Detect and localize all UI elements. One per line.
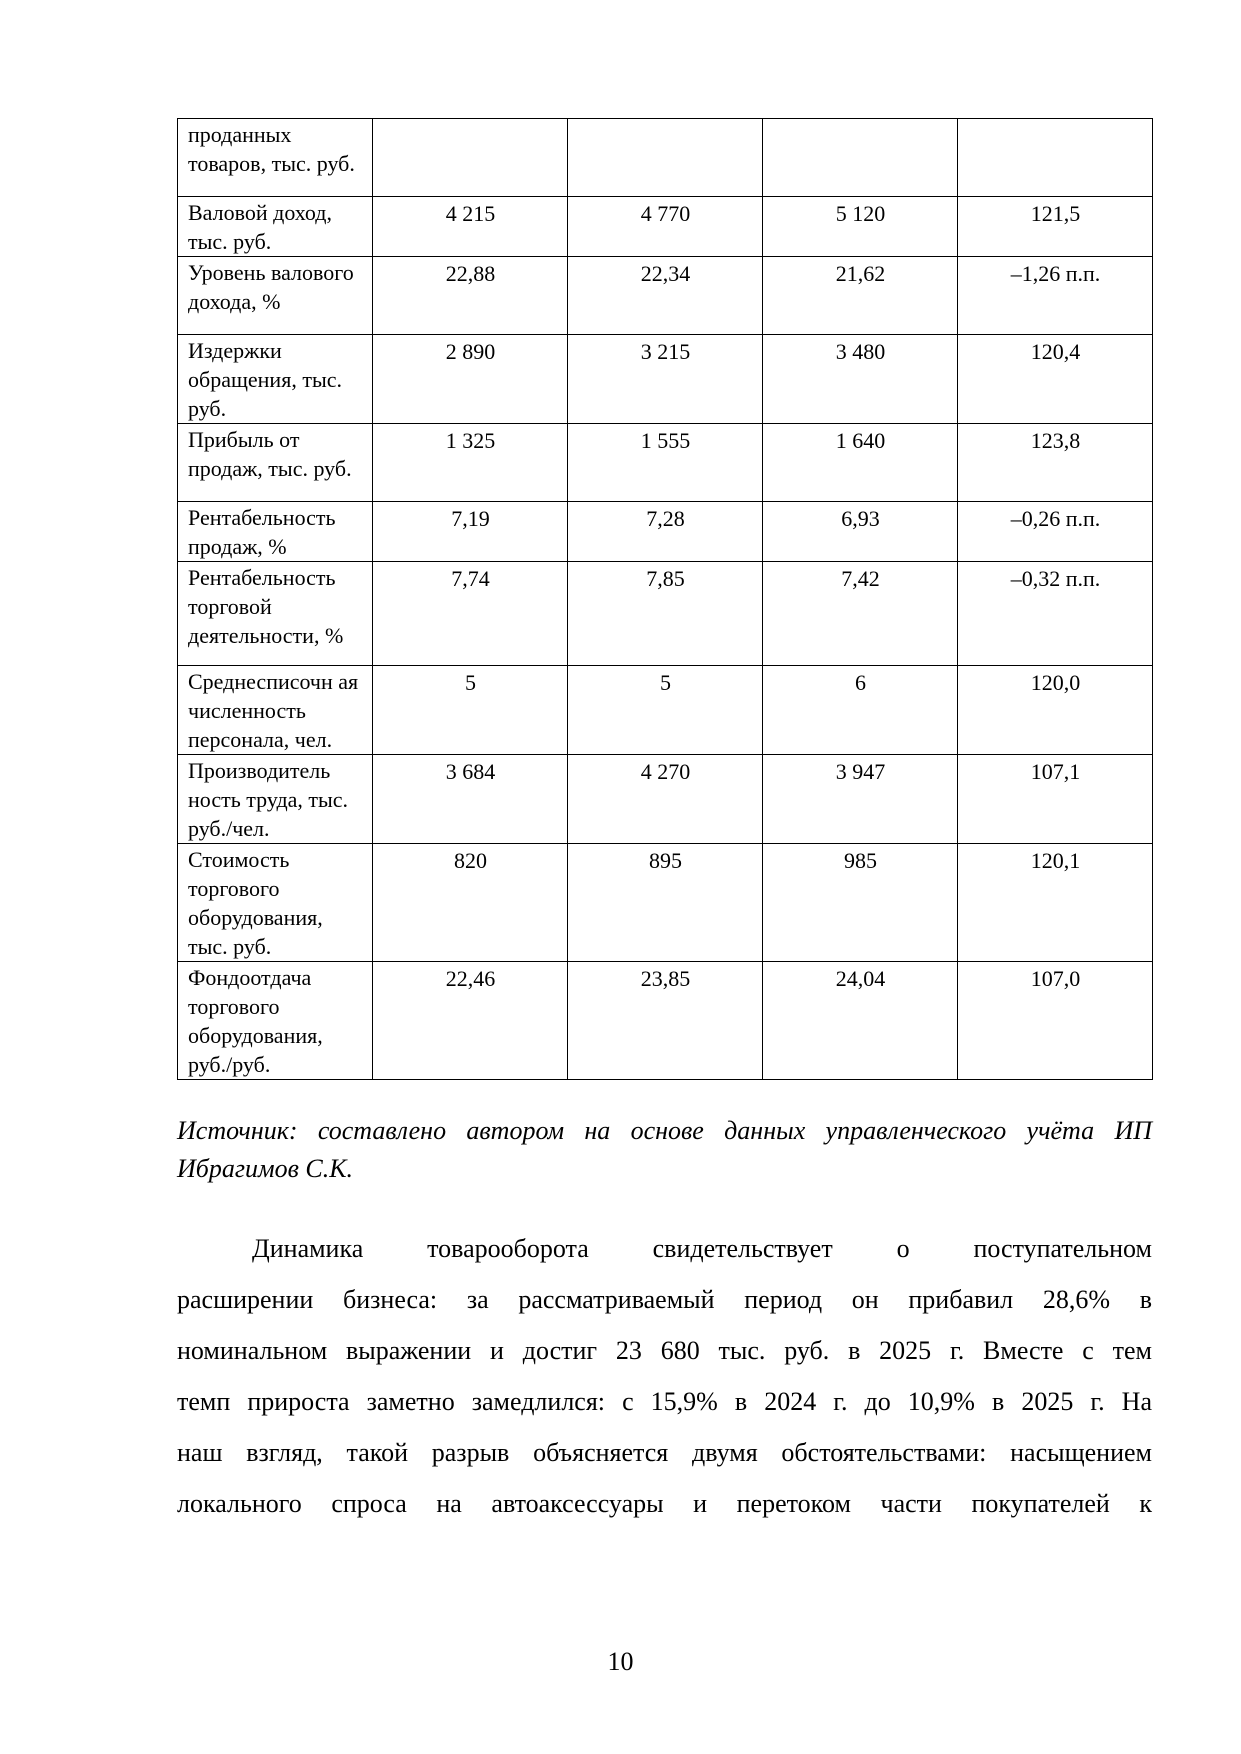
table-row [178,962,1153,1080]
value-cell: 7,28 [568,502,763,562]
value-cell: 1 325 [373,424,568,502]
body-paragraph [177,1223,1152,1529]
value-cell: 2 890 [373,335,568,424]
table-row [178,844,1153,962]
value-cell: 22,34 [568,257,763,335]
value-cell: 3 947 [763,755,958,844]
paragraph-line: номинальном выражении и достиг 23 680 тыс. руб. в 2025 г. Вместе с тем [177,1336,1152,1365]
row-label-cell: Стоимость торгового оборудования, тыс. руб. [178,844,373,962]
value-cell [763,119,958,197]
value-cell: 1 640 [763,424,958,502]
value-cell: 5 120 [763,197,958,257]
row-label-cell: Производитель ность труда, тыс. руб./чел. [178,755,373,844]
table-row [178,197,1153,257]
value-cell: 4 215 [373,197,568,257]
value-cell: 107,1 [958,755,1153,844]
value-cell: 4 270 [568,755,763,844]
table-row [178,257,1153,335]
row-label-cell: проданных товаров, тыс. руб. [178,119,373,197]
table-row [178,562,1153,666]
value-cell: 820 [373,844,568,962]
paragraph-line: расширении бизнеса: за рассматриваемый период он прибавил 28,6% в [177,1285,1152,1314]
value-cell: 22,46 [373,962,568,1080]
row-label-cell: Уровень валового дохода, % [178,257,373,335]
value-cell: 3 480 [763,335,958,424]
row-label-cell: Валовой доход, тыс. руб. [178,197,373,257]
table-row [178,424,1153,502]
value-cell: 6 [763,666,958,755]
value-cell: –0,26 п.п. [958,502,1153,562]
table-row [178,755,1153,844]
indicators-table [177,118,1153,1080]
row-label-cell: Рентабельность торговой деятельности, % [178,562,373,666]
value-cell [373,119,568,197]
indicators-table-body [178,119,1153,1080]
value-cell [958,119,1153,197]
paragraph-line: локального спроса на автоаксессуары и перетоком части покупателей к [177,1489,1152,1518]
value-cell: 123,8 [958,424,1153,502]
source-line-2: Ибрагимов С.К. [177,1154,353,1183]
table-source-note [177,1112,1152,1188]
value-cell: 5 [373,666,568,755]
value-cell: 120,1 [958,844,1153,962]
value-cell: 985 [763,844,958,962]
value-cell: 121,5 [958,197,1153,257]
value-cell: 22,88 [373,257,568,335]
value-cell: –0,32 п.п. [958,562,1153,666]
value-cell: 7,74 [373,562,568,666]
value-cell: 3 215 [568,335,763,424]
row-label-cell: Рентабельность продаж, % [178,502,373,562]
value-cell: –1,26 п.п. [958,257,1153,335]
value-cell: 7,42 [763,562,958,666]
value-cell: 5 [568,666,763,755]
value-cell: 4 770 [568,197,763,257]
paragraph-line: наш взгляд, такой разрыв объясняется двумя обстоятельствами: насыщением [177,1438,1152,1467]
value-cell: 895 [568,844,763,962]
table-row [178,119,1153,197]
value-cell: 24,04 [763,962,958,1080]
row-label-cell: Издержки обращения, тыс. руб. [178,335,373,424]
source-line-1: Источник: составлено автором на основе данных управленческого учёта ИП [177,1116,1152,1145]
value-cell: 1 555 [568,424,763,502]
table-row [178,502,1153,562]
table-row [178,335,1153,424]
value-cell: 7,85 [568,562,763,666]
paragraph-line: Динамика товарооборота свидетельствует о поступательном [252,1234,1152,1263]
row-label-cell: Среднесписочн ая численность персонала, чел. [178,666,373,755]
paragraph-line: темп прироста заметно замедлился: с 15,9% в 2024 г. до 10,9% в 2025 г. На [177,1387,1152,1416]
value-cell: 7,19 [373,502,568,562]
value-cell: 3 684 [373,755,568,844]
table-row [178,666,1153,755]
page-number: 10 [607,1647,634,1676]
value-cell [568,119,763,197]
value-cell: 120,0 [958,666,1153,755]
value-cell: 21,62 [763,257,958,335]
row-label-cell: Прибыль от продаж, тыс. руб. [178,424,373,502]
value-cell: 6,93 [763,502,958,562]
row-label-cell: Фондоотдача торгового оборудования, руб./руб. [178,962,373,1080]
value-cell: 120,4 [958,335,1153,424]
value-cell: 23,85 [568,962,763,1080]
value-cell: 107,0 [958,962,1153,1080]
